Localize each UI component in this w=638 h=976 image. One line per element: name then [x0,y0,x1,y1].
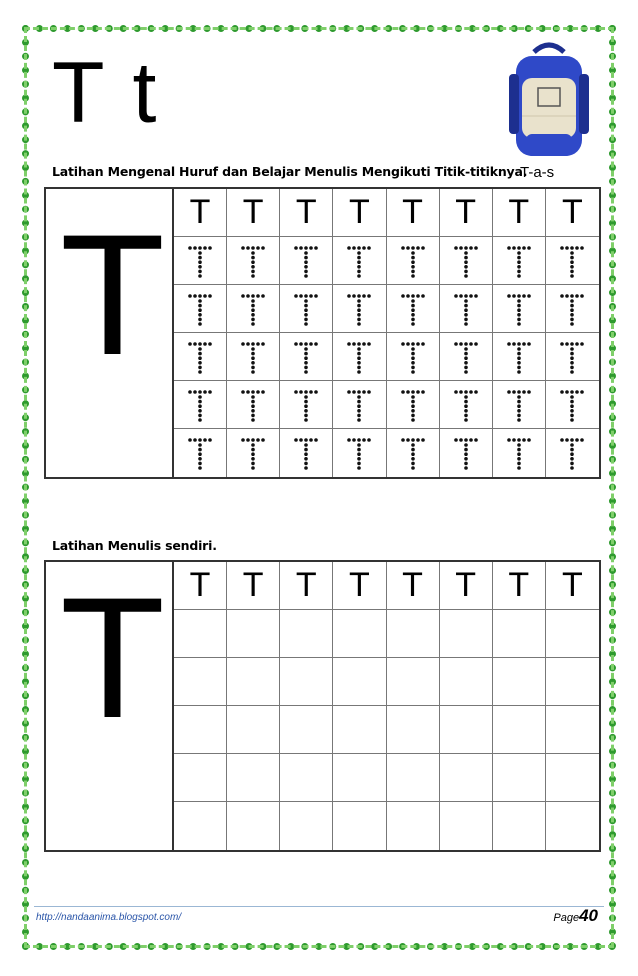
model-letter-cell [46,562,174,850]
page-label: Page [553,912,580,924]
dotted-letter-t [185,435,215,471]
tracing-box [493,429,546,477]
dotted-letter-t [451,291,481,327]
empty-writing-box[interactable] [387,658,440,706]
model-letter-box: T [493,562,546,610]
empty-writing-box[interactable] [174,610,227,658]
section1-instruction: Latihan Mengenal Huruf dan Belajar Menulis Mengikuti Titik-titiknya. [52,164,528,179]
dotted-letter-t [185,243,215,279]
tracing-box [280,285,333,333]
model-letter: T [60,562,166,754]
empty-writing-box[interactable] [174,706,227,754]
empty-writing-box[interactable] [546,754,599,802]
model-letter-box: T [493,189,546,237]
empty-writing-box[interactable] [174,658,227,706]
empty-writing-box[interactable] [174,754,227,802]
dotted-letter-t [344,435,374,471]
backpack-icon [506,38,592,164]
empty-writing-box[interactable] [333,802,386,850]
empty-writing-box[interactable] [227,706,280,754]
dotted-letter-t [344,243,374,279]
empty-writing-box[interactable] [440,754,493,802]
page-number-value: 40 [579,906,598,925]
tracing-box [387,285,440,333]
dotted-letter-t [557,387,587,423]
empty-writing-box[interactable] [280,658,333,706]
dotted-letter-t [398,243,428,279]
model-letter-box: T [227,189,280,237]
model-letter-box: T [546,189,599,237]
footer-url[interactable]: http://nandaanima.blogspot.com/ [36,912,182,923]
tracing-box [227,285,280,333]
tracing-box [227,429,280,477]
model-letter-box: T [280,189,333,237]
page-number [553,906,598,926]
empty-writing-box[interactable] [440,706,493,754]
dotted-letter-t [185,291,215,327]
tracing-box [387,237,440,285]
dotted-letter-t [451,339,481,375]
tracing-box [174,285,227,333]
dotted-letter-t [398,435,428,471]
empty-writing-box[interactable] [546,610,599,658]
lowercase-letter: t [132,45,159,141]
tracing-box [227,333,280,381]
empty-writing-box[interactable] [280,754,333,802]
empty-writing-box[interactable] [440,610,493,658]
model-letter-box: T [387,562,440,610]
tracing-box [227,237,280,285]
tracing-box [333,333,386,381]
model-letter-box: T [333,189,386,237]
dotted-letter-t [451,435,481,471]
model-letter-box: T [174,562,227,610]
dotted-letter-t [504,243,534,279]
dotted-letter-t [185,387,215,423]
empty-writing-box[interactable] [387,610,440,658]
dotted-letter-t [291,339,321,375]
empty-writing-box[interactable] [227,610,280,658]
dotted-letter-t [344,387,374,423]
dotted-letter-t [557,435,587,471]
uppercase-letter: T [52,45,107,141]
model-letter-box: T [546,562,599,610]
dotted-letter-t [238,435,268,471]
dotted-letter-t [238,243,268,279]
empty-writing-box[interactable] [280,706,333,754]
tracing-box [387,429,440,477]
model-letter-box: T [333,562,386,610]
tracing-box [440,333,493,381]
dotted-letter-t [238,291,268,327]
dotted-letter-t [291,291,321,327]
tracing-box [493,285,546,333]
empty-writing-box[interactable] [280,610,333,658]
tracing-box [387,333,440,381]
section2-instruction: Latihan Menulis sendiri. [52,538,217,553]
tracing-box [493,333,546,381]
empty-writing-box[interactable] [493,658,546,706]
model-letter-box: T [227,562,280,610]
tracing-box [546,429,599,477]
tracing-sheet [44,187,601,479]
empty-writing-box[interactable] [387,802,440,850]
dotted-letter-t [185,339,215,375]
letter-heading [52,45,159,141]
tracing-box [546,381,599,429]
empty-writing-box[interactable] [493,610,546,658]
tracing-box [280,333,333,381]
tracing-box [280,237,333,285]
dotted-letter-t [398,339,428,375]
writing-sheet [44,560,601,852]
model-letter-box: T [440,562,493,610]
tracing-box [333,381,386,429]
dotted-letter-t [557,291,587,327]
picture-word: T-a-s [520,164,555,181]
empty-writing-box[interactable] [333,754,386,802]
tracing-box [333,429,386,477]
model-letter-box: T [387,189,440,237]
dotted-letter-t [291,387,321,423]
dotted-letter-t [451,243,481,279]
tracing-box [493,237,546,285]
model-letter-box: T [440,189,493,237]
empty-writing-box[interactable] [174,802,227,850]
model-letter: T [60,199,166,391]
tracing-box [440,381,493,429]
tracing-grid [174,189,599,477]
dotted-letter-t [504,435,534,471]
empty-writing-box[interactable] [227,802,280,850]
tracing-box [174,333,227,381]
model-letter-box: T [280,562,333,610]
tracing-box [280,381,333,429]
dotted-letter-t [504,291,534,327]
tracing-box [387,381,440,429]
dotted-letter-t [238,387,268,423]
tracing-box [440,429,493,477]
empty-writing-box[interactable] [440,802,493,850]
tracing-box [333,285,386,333]
empty-writing-box[interactable] [280,802,333,850]
tracing-box [333,237,386,285]
empty-writing-box[interactable] [387,706,440,754]
empty-writing-box[interactable] [227,658,280,706]
dotted-letter-t [398,387,428,423]
tracing-box [440,237,493,285]
tracing-box [280,429,333,477]
empty-writing-box[interactable] [546,802,599,850]
tracing-box [174,237,227,285]
empty-writing-box[interactable] [333,610,386,658]
dotted-letter-t [344,339,374,375]
dotted-letter-t [557,243,587,279]
dotted-letter-t [238,339,268,375]
dotted-letter-t [504,387,534,423]
dotted-letter-t [398,291,428,327]
empty-writing-box[interactable] [493,754,546,802]
empty-writing-box[interactable] [493,706,546,754]
tracing-box [440,285,493,333]
empty-writing-box[interactable] [333,658,386,706]
empty-writing-box[interactable] [546,706,599,754]
empty-writing-box[interactable] [227,754,280,802]
dotted-letter-t [291,243,321,279]
tracing-box [174,381,227,429]
dotted-letter-t [557,339,587,375]
empty-writing-box[interactable] [387,754,440,802]
tracing-box [546,237,599,285]
model-letter-box: T [174,189,227,237]
footer-divider [34,906,604,907]
dotted-letter-t [344,291,374,327]
dotted-letter-t [291,435,321,471]
empty-writing-box[interactable] [333,706,386,754]
writing-grid [174,562,599,850]
dotted-letter-t [504,339,534,375]
tracing-box [493,381,546,429]
tracing-box [174,429,227,477]
dotted-letter-t [451,387,481,423]
model-letter-cell [46,189,174,477]
tracing-box [546,285,599,333]
empty-writing-box[interactable] [546,658,599,706]
empty-writing-box[interactable] [493,802,546,850]
empty-writing-box[interactable] [440,658,493,706]
tracing-box [227,381,280,429]
tracing-box [546,333,599,381]
